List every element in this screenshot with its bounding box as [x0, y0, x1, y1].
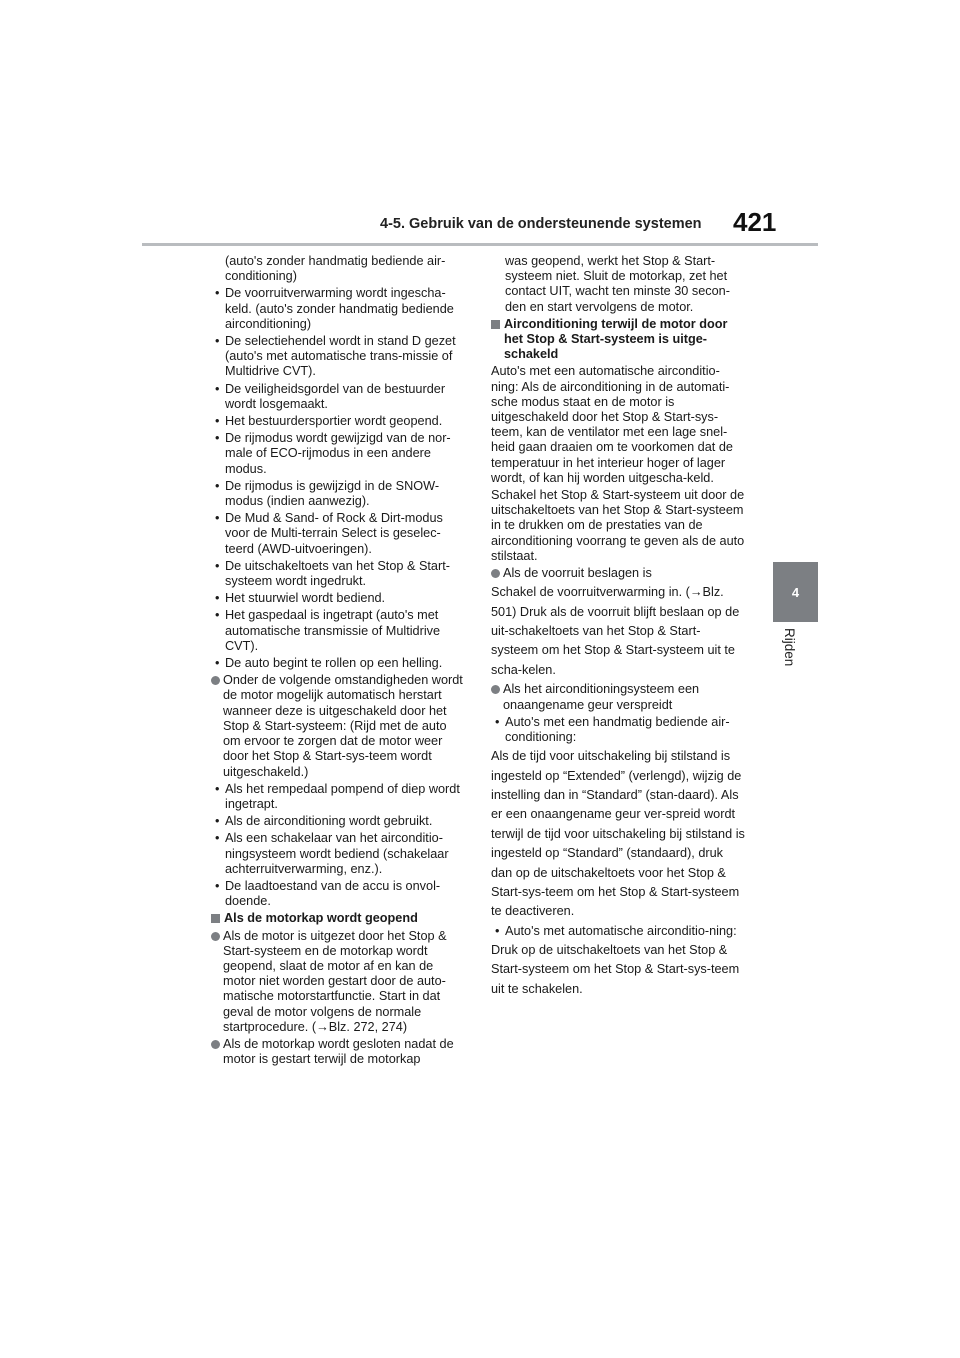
bullet-item: • De uitschakeltoets van het Stop & Start-systeem wordt ingedrukt. — [211, 559, 467, 589]
bullet-item: • Als de airconditioning wordt gebruikt. — [211, 814, 467, 829]
bullet-item: • De veiligheidsgordel van de bestuurder wordt losgemaakt. — [211, 382, 467, 412]
bullet-item: • Als het rempedaal pompend of diep wordt ingetrapt. — [211, 782, 467, 812]
chapter-label: Rijden — [782, 628, 797, 667]
bullet-item: • Auto's met automatische airconditio-ning: — [491, 924, 747, 939]
page-number: 421 — [733, 207, 777, 237]
paragraph: Auto's met een automatische airconditio-ning: Als de airconditioning in de automati-sche modus staat en de motor is uitgeschakeld door het Stop & Start-sys-teem, kan de ventilator met een lage snel-heid gaan draaien om te voorkomen dat de temperatuur in het interieur hoger of lager wordt, of kan hij worden uitgescha-keld. — [491, 364, 733, 485]
bullet-item: • De voorruitverwarming wordt ingescha-keld. (auto's zonder handmatig bediende airconditioning) — [211, 286, 467, 332]
circle-note: Als de motorkap wordt gesloten nadat de motor is gestart terwijl de motorkap — [211, 1037, 467, 1067]
circle-note: Als de motor is uitgezet door het Stop & Start-systeem en de motorkap wordt geopend, slaat de motor af en kan de motor niet worden gestart door de auto-matische motorstartfunctie. Start in dat geval de motor volgens de normale startprocedure. (→Blz. 272, 274) — [211, 929, 467, 1035]
bullet-item: • De laadtoestand van de accu is onvol-doende. — [211, 879, 467, 909]
bullet-item: • De auto begint te rollen op een helling. — [211, 656, 467, 671]
circle-note: Onder de volgende omstandigheden wordt de motor mogelijk automatisch herstart wanneer deze is uitgeschakeld door het Stop & Start-systeem: (Rijd met de auto om ervoor te zorgen dat de motor weer door het Stop & Start-sys-teem wordt uitgeschakeld.) — [211, 673, 467, 779]
bullet-item: • Het gaspedaal is ingetrapt (auto's met automatische transmissie of Multidrive CVT). — [211, 608, 467, 654]
bullet-item: • Auto's met een handmatig bediende air-conditioning: — [491, 715, 747, 745]
bullet-item: • Als een schakelaar van het airconditio-ningsysteem wordt bediend (schakelaar achterruitverwarming, enz.). — [211, 831, 467, 877]
bullet-item: • De rijmodus wordt gewijzigd van de nor-male of ECO-rijmodus in een andere modus. — [211, 431, 467, 477]
chapter-tab-number: 4 — [791, 584, 800, 600]
bullet-item: • De Mud & Sand- of Rock & Dirt-modus voor de Multi-terrain Select is geselec-teerd (AWD-uitvoeringen). — [211, 511, 467, 557]
bullet-item: • Het stuurwiel wordt bediend. — [211, 591, 467, 606]
chapter-tab — [773, 562, 818, 622]
right-column — [491, 254, 747, 1001]
paragraph: Als de tijd voor uitschakeling bij stilstand is ingesteld op “Extended” (verlengd), wijzig de instelling dan in “Standard” (stan-daard). Als er een onaangename geur ver-spreid wordt terwijl de tijd voor uitschakeling bij stilstand is ingesteld op “Standard” (standaard), druk dan op de uitschakeltoets voor het Stop & Start-sys-teem om het Stop & Start-systeem te deactiveren. — [491, 749, 745, 919]
left-column — [211, 254, 467, 1069]
circle-note: Als het airconditioningsysteem een onaangename geur verspreidt — [491, 682, 747, 712]
bullet-item: • De selectiehendel wordt in stand D gezet (auto's met automatische trans-missie of Multidrive CVT). — [211, 334, 467, 380]
text-item: was geopend, werkt het Stop & Start-systeem niet. Sluit de motorkap, zet het contact UIT, wacht ten minste 30 secon-den en start vervolgens de motor. — [505, 254, 730, 314]
paragraph: Schakel de voorruitverwarming in. (→Blz. 501) Druk als de voorruit blijft beslaan op de uit-schakeltoets van het Stop & Start-systeem om het Stop & Start-systeem uit te scha-kelen. — [491, 585, 740, 677]
header-rule — [142, 243, 818, 246]
section-heading: Als de motorkap wordt geopend — [211, 911, 467, 926]
paragraph: Schakel het Stop & Start-systeem uit door de uitschakeltoets van het Stop & Start-systeem in te drukken om de prestaties van de airconditioning voorrang te geven als de auto stilstaat. — [491, 488, 745, 563]
bullet-item: • Het bestuurdersportier wordt geopend. — [211, 414, 467, 429]
section-title: 4-5. Gebruik van de ondersteunende systemen — [380, 216, 702, 232]
bullet-item: • De rijmodus is gewijzigd in de SNOW-modus (indien aanwezig). — [211, 479, 467, 509]
paragraph: Druk op de uitschakeltoets van het Stop & Start-systeem om het Stop & Start-sys-teem uit te schakelen. — [491, 942, 740, 996]
text-item: (auto's zonder handmatig bediende air-conditioning) — [225, 254, 446, 284]
section-heading: Airconditioning terwijl de motor door het Stop & Start-systeem is uitge-schakeld — [491, 317, 747, 363]
circle-note: Als de voorruit beslagen is — [491, 566, 747, 581]
